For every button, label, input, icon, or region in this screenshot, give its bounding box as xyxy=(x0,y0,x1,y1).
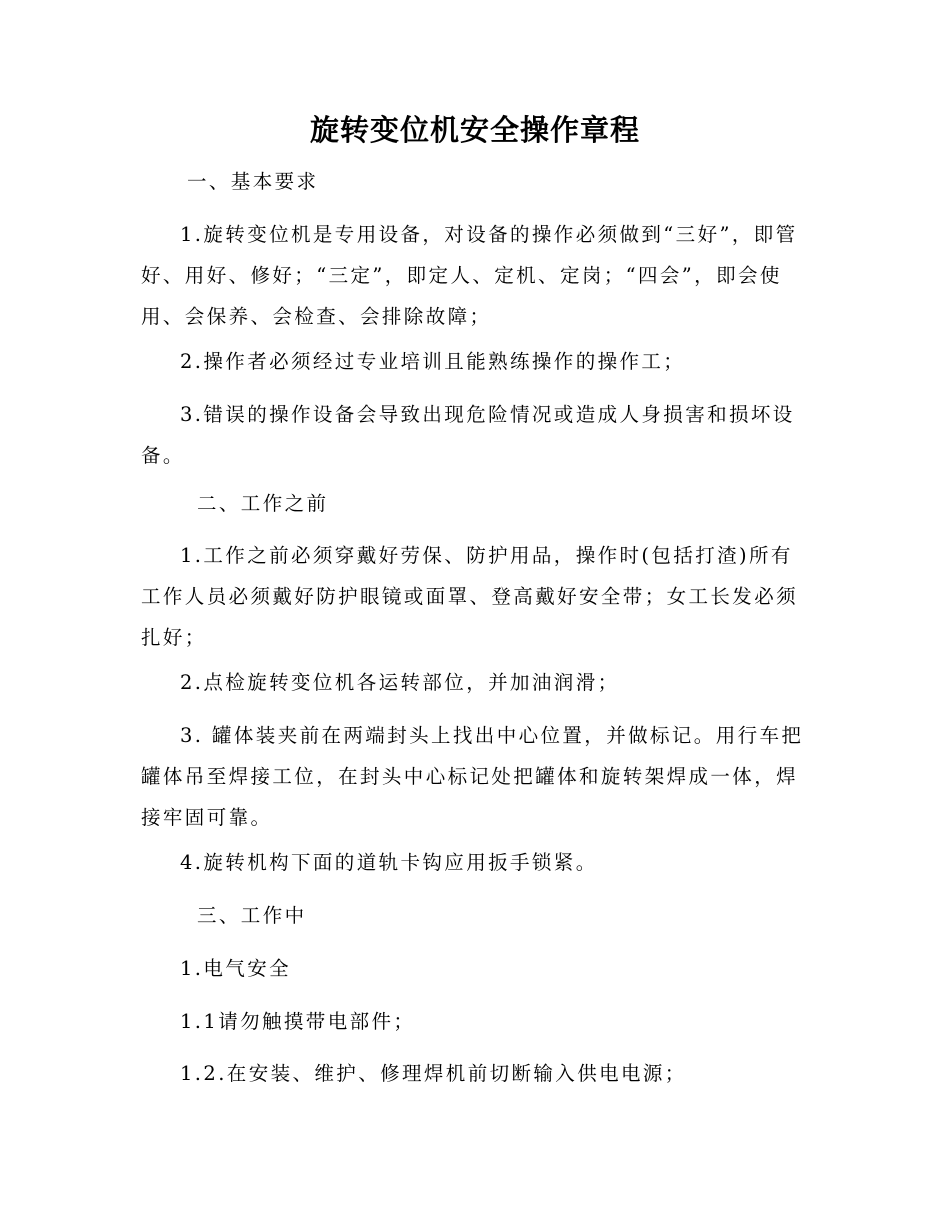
paragraph-2-1: 1.工作之前必须穿戴好劳保、防护用品，操作时(包括打渣)所有工作人员必须戴好防护眼镜或面罩、登高戴好安全带；女工长发必须扎好； xyxy=(141,544,799,649)
section-heading-basic-requirements: 一、基本要求 xyxy=(187,170,319,193)
paragraph-1-3: 3.错误的操作设备会导致出现危险情况或造成人身损害和损坏设备。 xyxy=(141,403,795,467)
paragraph-1-2: 2.操作者必须经过专业培训且能熟练操作的操作工； xyxy=(180,350,686,373)
document-title: 旋转变位机安全操作章程 xyxy=(309,113,640,147)
paragraph-2-2: 2.点检旋转变位机各运转部位，并加油润滑； xyxy=(180,671,620,694)
paragraph-1-1: 1.旋转变位机是专用设备，对设备的操作必须做到“三好”，即管好、用好、修好；“三定”，即定人、定机、定岗；“四会”，即会使用、会保养、会检查、会排除故障； xyxy=(141,223,798,328)
paragraph-3-1: 1.电气安全 xyxy=(180,957,292,980)
section-heading-during-work: 三、工作中 xyxy=(197,904,307,927)
section-heading-before-work: 二、工作之前 xyxy=(197,492,329,515)
paragraph-3-3: 1.2.在安装、维护、修理焊机前切断输入供电电源； xyxy=(180,1062,687,1085)
paragraph-3-2: 1.1请勿触摸带电部件； xyxy=(180,1010,416,1033)
paragraph-2-4: 4.旋转机构下面的道轨卡钩应用扳手锁紧。 xyxy=(180,851,598,874)
paragraph-2-3: 3. 罐体装夹前在两端封头上找出中心位置，并做标记。用行车把罐体吊至焊接工位，在封头中心标记处把罐体和旋转架焊成一体，焊接牢固可靠。 xyxy=(141,724,804,829)
